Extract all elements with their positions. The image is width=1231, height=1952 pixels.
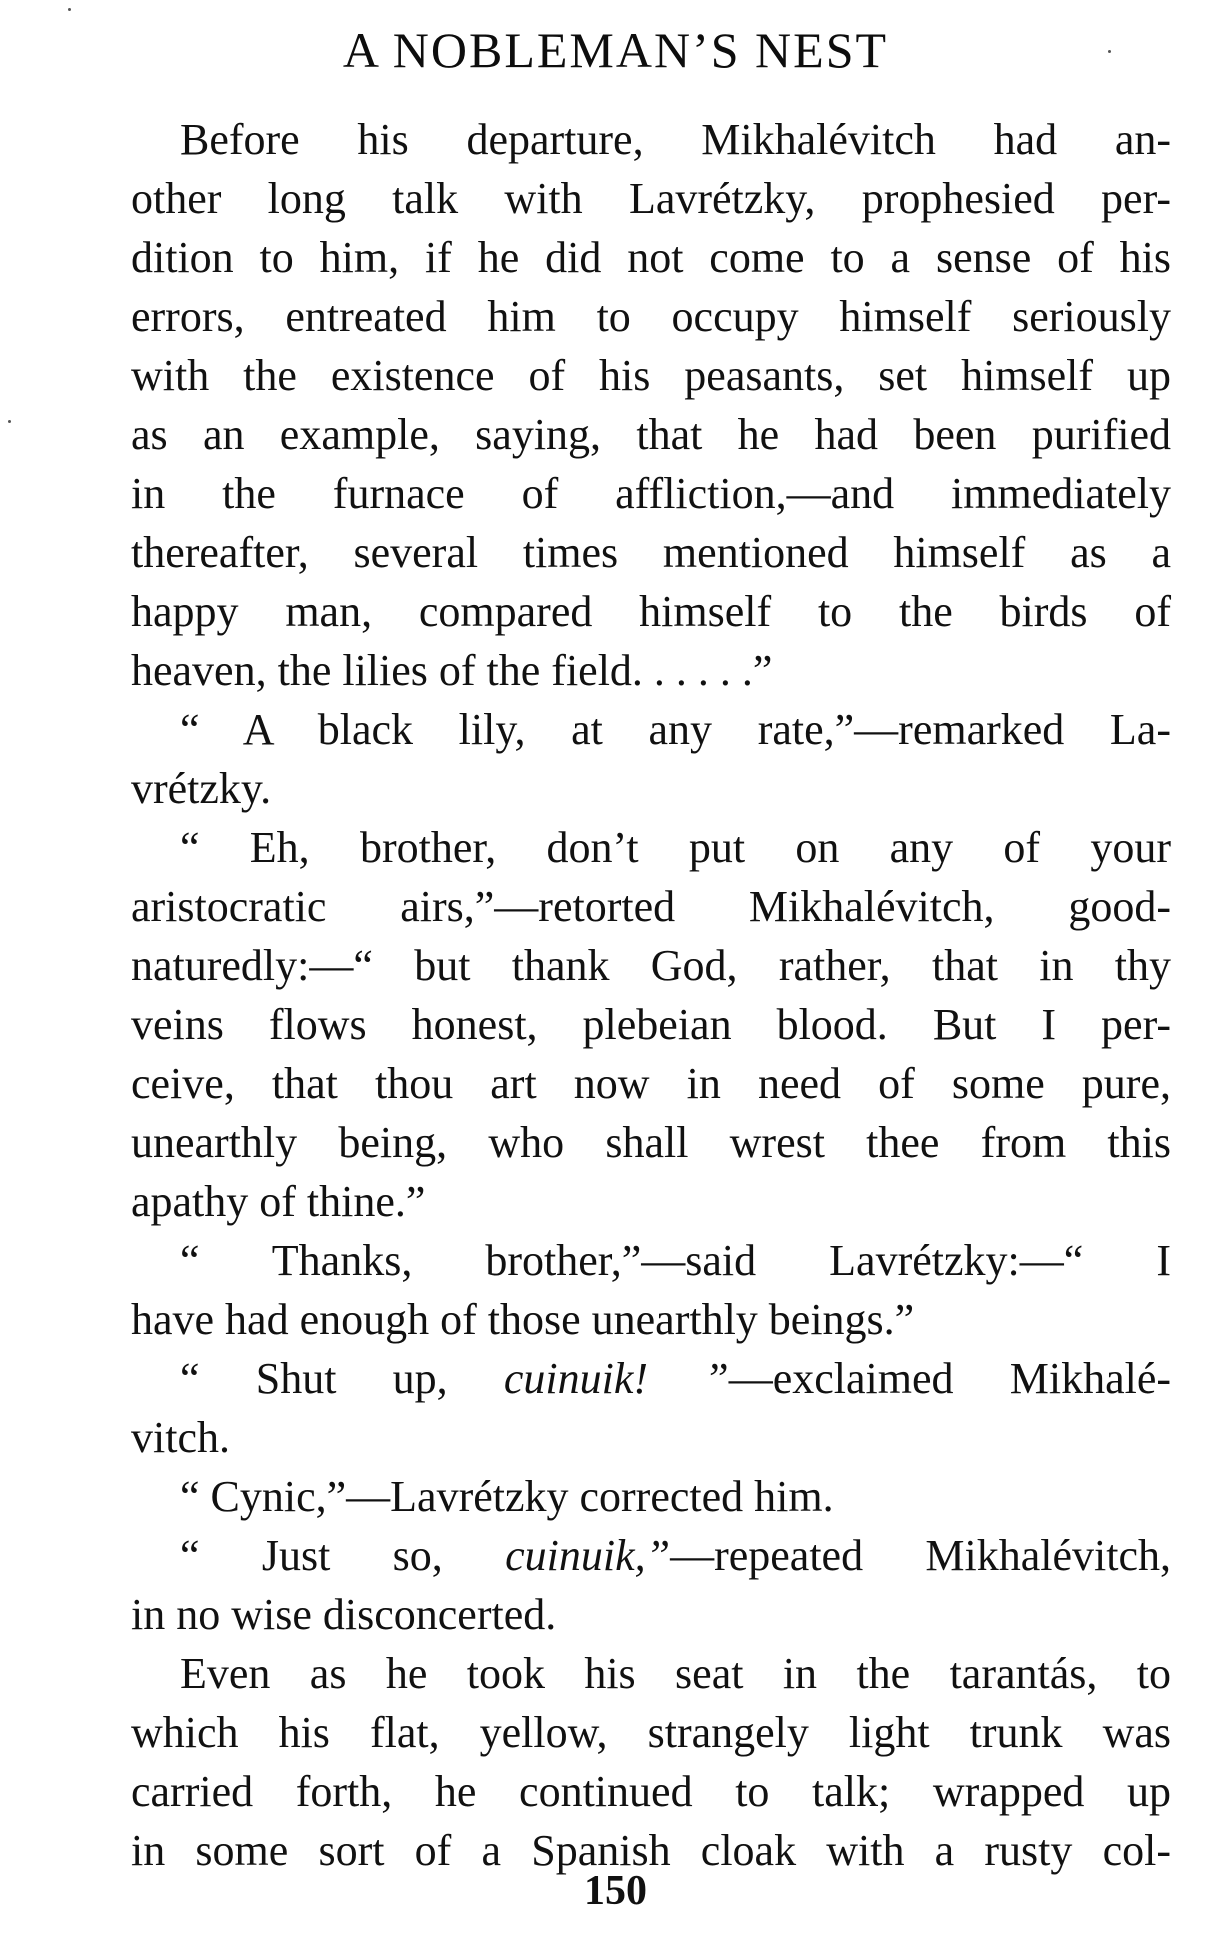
text-line: have had enough of those unearthly beings.” bbox=[131, 1295, 915, 1344]
text-line: naturedly:—“ but thank God, rather, that in thy bbox=[131, 941, 1171, 990]
text-line: “ Cynic,”—Lavrétzky corrected him. bbox=[180, 1472, 834, 1521]
text-line-mixed bbox=[131, 1349, 1171, 1408]
page-number: 150 bbox=[584, 1868, 647, 1914]
text-line: Even as he took his seat in the tarantás, to bbox=[180, 1649, 1171, 1698]
text-line: as an example, saying, that he had been purified bbox=[131, 410, 1171, 459]
text-line: veins flows honest, plebeian blood. But I per- bbox=[131, 1000, 1171, 1049]
text-segment: “ Shut up, bbox=[180, 1354, 448, 1403]
running-title: A NOBLEMAN’S NEST bbox=[342, 22, 889, 78]
text-line: unearthly being, who shall wrest thee from this bbox=[131, 1118, 1171, 1167]
text-line: vitch. bbox=[131, 1413, 230, 1462]
text-line: “ A black lily, at any rate,”—remarked La- bbox=[180, 705, 1171, 754]
text-line: in no wise disconcerted. bbox=[131, 1590, 557, 1639]
text-line: Before his departure, Mikhalévitch had an- bbox=[180, 115, 1171, 164]
text-line: “ Eh, brother, don’t put on any of your bbox=[180, 823, 1171, 872]
text-line: “ Thanks, brother,”—said Lavrétzky:—“ I bbox=[180, 1236, 1171, 1285]
text-line: dition to him, if he did not come to a sense of his bbox=[131, 233, 1171, 282]
text-segment: —repeated Mikhalévitch, bbox=[670, 1531, 1172, 1580]
text-line: other long talk with Lavrétzky, prophesied per- bbox=[131, 174, 1171, 223]
text-line: heaven, the lilies of the field. . . . . .” bbox=[131, 646, 773, 695]
text-line: in some sort of a Spanish cloak with a rusty col- bbox=[131, 1826, 1171, 1875]
text-line: errors, entreated him to occupy himself seriously bbox=[131, 292, 1171, 341]
text-line: with the existence of his peasants, set himself up bbox=[131, 351, 1171, 400]
print-speck bbox=[1108, 50, 1111, 53]
text-line: ceive, that thou art now in need of some pure, bbox=[131, 1059, 1171, 1108]
text-line-mixed bbox=[131, 1526, 1171, 1585]
text-line: aristocratic airs,”—retorted Mikhalévitch, good- bbox=[131, 882, 1171, 931]
text-line: in the furnace of affliction,—and immediately bbox=[131, 469, 1171, 518]
text-segment: —exclaimed Mikhalé- bbox=[728, 1354, 1172, 1403]
text-line: vrétzky. bbox=[131, 764, 272, 813]
italic-word: cuinuik! ” bbox=[503, 1354, 729, 1403]
text-line: carried forth, he continued to talk; wrapped up bbox=[131, 1767, 1171, 1816]
print-speck bbox=[8, 420, 11, 423]
text-line: thereafter, several times mentioned himself as a bbox=[131, 528, 1171, 577]
italic-word: cuinuik,” bbox=[505, 1531, 671, 1580]
text-segment: “ Just so, bbox=[180, 1531, 443, 1580]
print-speck bbox=[68, 8, 71, 11]
text-line: happy man, compared himself to the birds of bbox=[131, 587, 1171, 636]
text-line: which his flat, yellow, strangely light trunk was bbox=[131, 1708, 1171, 1757]
body-text bbox=[131, 110, 1171, 1880]
text-line: apathy of thine.” bbox=[131, 1177, 426, 1226]
